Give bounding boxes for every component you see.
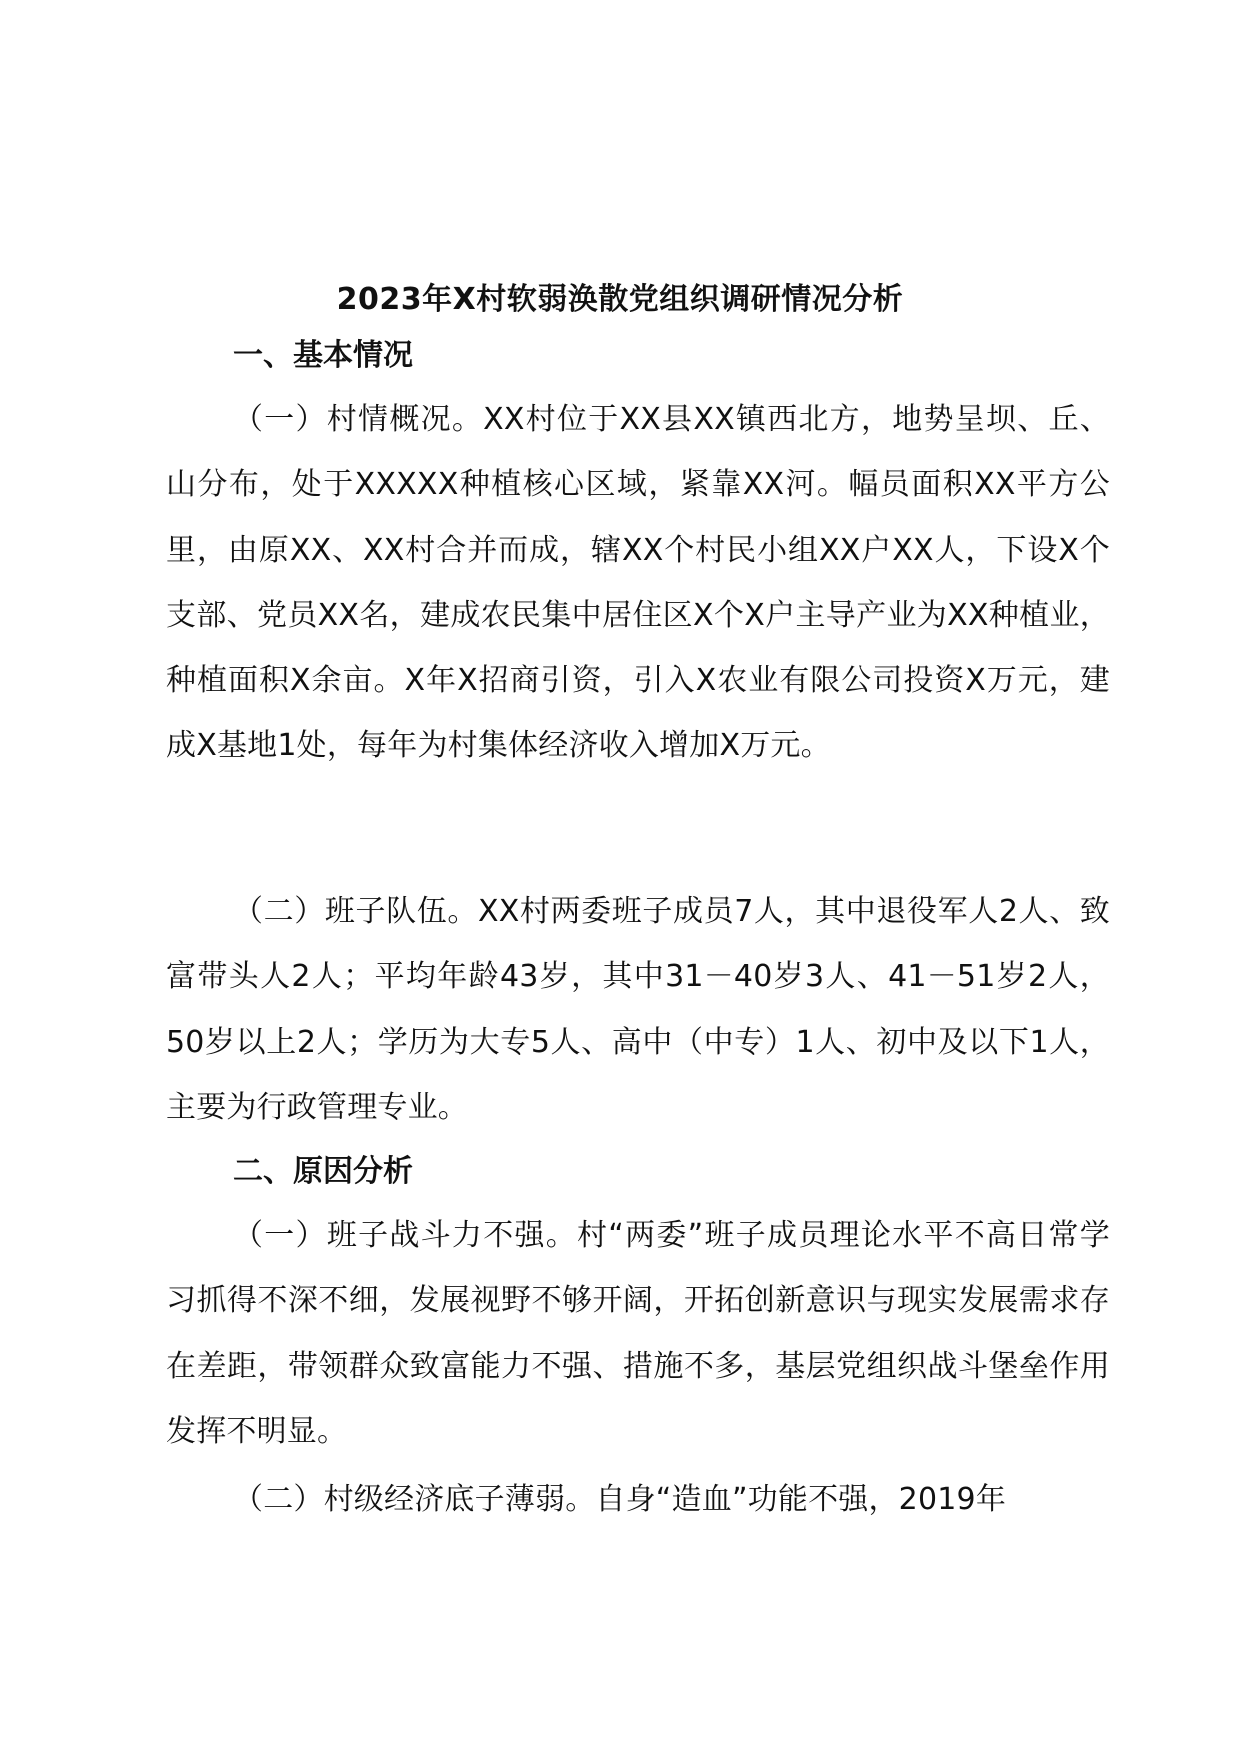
paragraph-village-overview: （一）村情概况。XX村位于XX县XX镇西北方，地势呈坝、丘、山分布，处于XXXXX种植核心区域，紧靠XX河。幅员面积XX平方公里，由原XX、XX村合并而成，辖XX个村民小组XX户XX人，下设X个支部、党员XX名，建成农民集中居住区X个X户主导产业为XX种植业，种植面积X余亩。X年X招商引资，引入X农业有限公司投资X万元，建成X基地1处，每年为村集体经济收入增加X万元。 [166,402,1110,764]
section-heading-basic-situation: 一、基本情况 [233,338,413,373]
paragraph-economy: （二）村级经济底子薄弱。自身“造血”功能不强，2019年 [233,1482,1007,1517]
section-heading-cause-analysis: 二、原因分析 [233,1154,413,1189]
document-title: 2023年X村软弱涣散党组织调研情况分析 [336,282,904,317]
paragraph-team: （二）班子队伍。XX村两委班子成员7人，其中退役军人2人、致富带头人2人；平均年龄43岁，其中31－40岁3人、41－51岁2人，50岁以上2人；学历为大专5人、高中（中专）1人、初中及以下1人，主要为行政管理专业。 [166,894,1110,1125]
paragraph-team-weakness: （一）班子战斗力不强。村“两委”班子成员理论水平不高日常学习抓得不深不细，发展视野不够开阔，开拓创新意识与现实发展需求存在差距，带领群众致富能力不强、措施不多，基层党组织战斗堡垒作用发挥不明显。 [166,1218,1110,1449]
